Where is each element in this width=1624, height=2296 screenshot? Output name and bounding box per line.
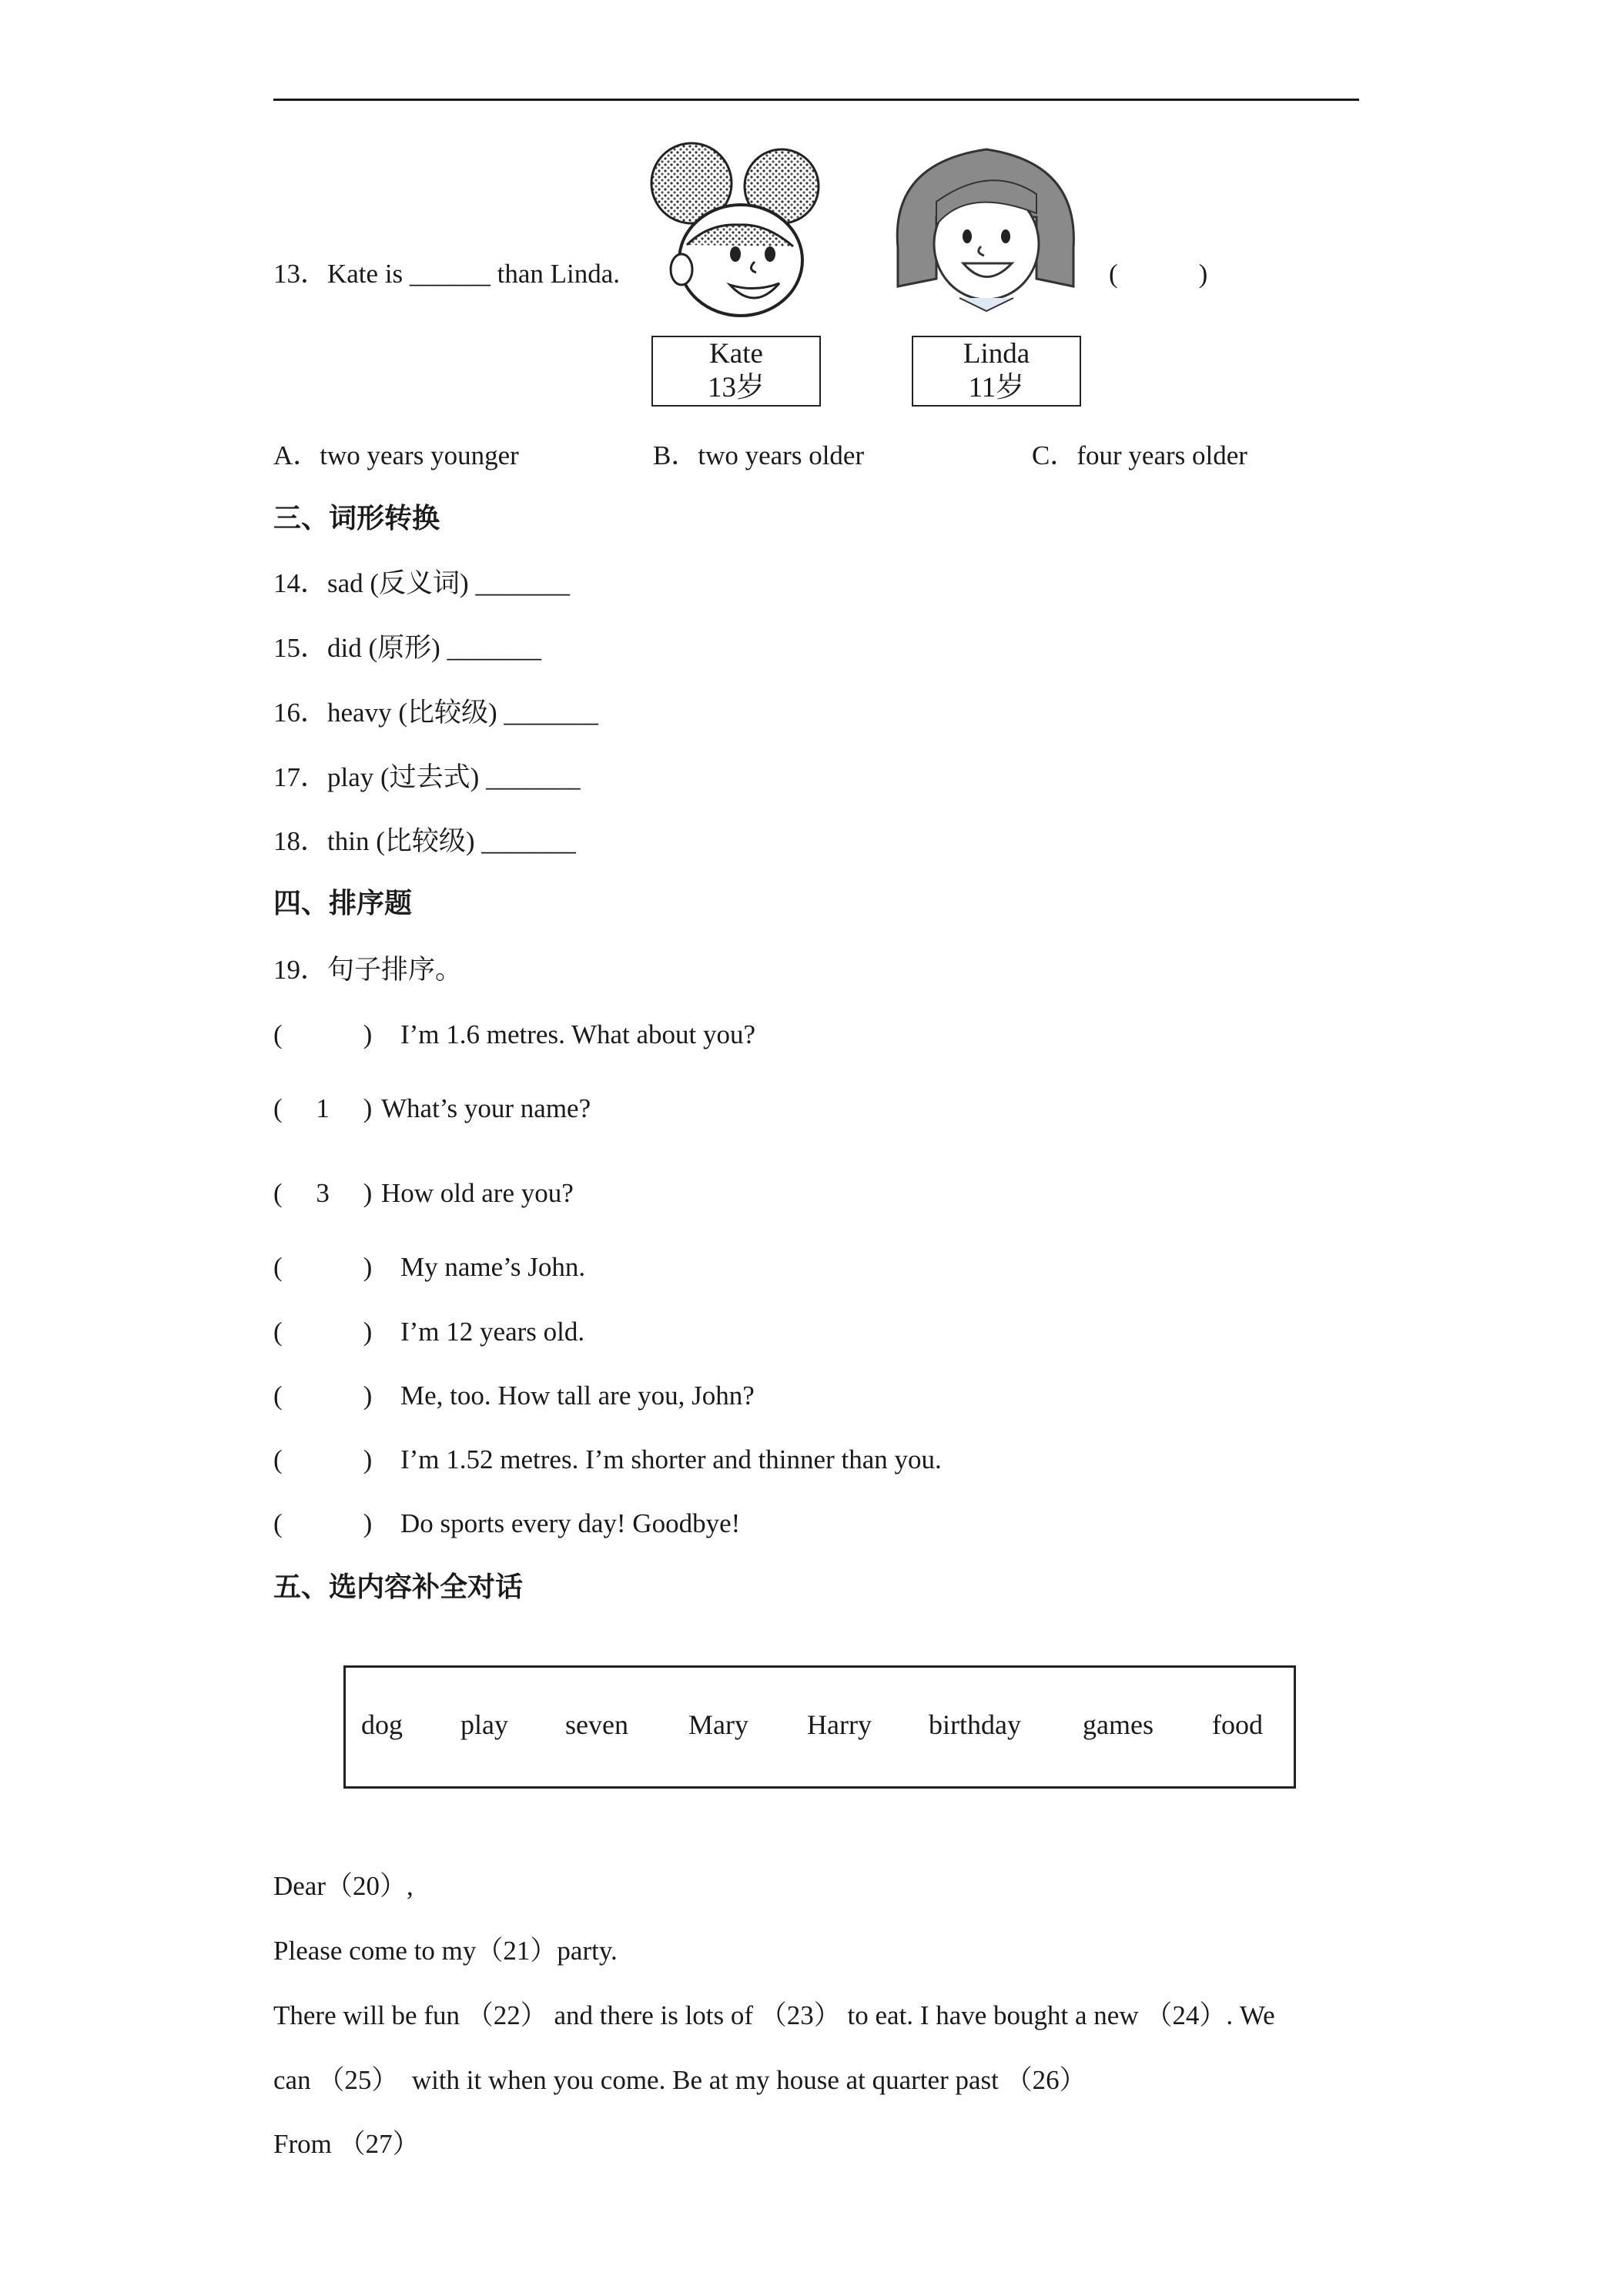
word-bank	[343, 1665, 1296, 1789]
linda-age: 11岁	[968, 372, 1025, 403]
q13-option-b[interactable]: B．two years older	[653, 440, 865, 470]
order-row-text: What’s your name?	[381, 1093, 591, 1123]
word-bank-item: food	[1212, 1709, 1263, 1740]
letter-line: Dear（20）,	[273, 1871, 414, 1901]
order-row-text: Me, too. How tall are you, John?	[400, 1381, 755, 1411]
letter-line: can （25） with it when you come. Be at my house at quarter past （26）	[273, 2065, 1087, 2095]
order-row-paren[interactable]: ( )	[273, 1444, 373, 1474]
word-bank-item: Mary	[688, 1709, 748, 1740]
order-row-text: I’m 12 years old.	[400, 1317, 585, 1347]
order-row-text: I’m 1.6 metres. What about you?	[400, 1019, 756, 1049]
q14: 14．sad (反义词) _______	[273, 568, 570, 598]
order-row-paren[interactable]: ( )	[273, 1019, 373, 1049]
header-rule	[273, 99, 1359, 101]
order-row-paren[interactable]: ( )	[273, 1381, 373, 1411]
order-row-paren[interactable]: ( 1 )	[273, 1093, 373, 1123]
word-bank-item: seven	[565, 1709, 628, 1740]
q13-option-a[interactable]: A．two years younger	[273, 440, 519, 470]
order-row-text: How old are you?	[381, 1178, 574, 1208]
word-bank-item: games	[1083, 1709, 1154, 1740]
kate-name-box	[651, 336, 821, 407]
order-row-paren[interactable]: ( )	[273, 1508, 373, 1538]
q16: 16．heavy (比较级) _______	[273, 698, 598, 728]
word-bank-item: dog	[361, 1709, 403, 1740]
order-row-text: Do sports every day! Goodbye!	[400, 1508, 741, 1538]
q17: 17．play (过去式) _______	[273, 762, 581, 792]
kate-illustration	[639, 139, 832, 323]
order-row-paren[interactable]: ( )	[273, 1252, 373, 1282]
q13-stem: 13．Kate is ______ than Linda.	[273, 259, 621, 289]
letter-line: Please come to my（21）party.	[273, 1936, 618, 1966]
word-bank-item: birthday	[929, 1709, 1021, 1740]
section4-title: 四、排序题	[273, 888, 413, 919]
linda-illustration	[882, 132, 1090, 317]
letter-line: There will be fun （22） and there is lots of （23） to eat. I have bought a new （24）. We	[273, 2000, 1275, 2030]
order-row-paren[interactable]: ( 3 )	[273, 1178, 373, 1208]
word-bank-item: play	[460, 1709, 508, 1740]
q13-option-c[interactable]: C．four years older	[1032, 440, 1247, 470]
q13-answer-paren[interactable]: ( )	[1109, 259, 1208, 289]
linda-name-box	[912, 336, 1081, 407]
linda-name: Linda	[963, 338, 1030, 370]
kate-age: 13岁	[708, 372, 765, 403]
section5-title: 五、选内容补全对话	[273, 1571, 524, 1603]
word-bank-item: Harry	[807, 1709, 872, 1740]
q19-prompt: 19．句子排序。	[273, 955, 463, 985]
section3-title: 三、词形转换	[273, 503, 440, 534]
kate-name: Kate	[709, 338, 763, 370]
order-row-text: My name’s John.	[400, 1252, 586, 1282]
q15: 15．did (原形) _______	[273, 633, 542, 663]
q18: 18．thin (比较级) _______	[273, 826, 576, 856]
letter-line: From （27）	[273, 2129, 420, 2159]
order-row-paren[interactable]: ( )	[273, 1317, 373, 1347]
order-row-text: I’m 1.52 metres. I’m shorter and thinner than you.	[400, 1444, 942, 1474]
